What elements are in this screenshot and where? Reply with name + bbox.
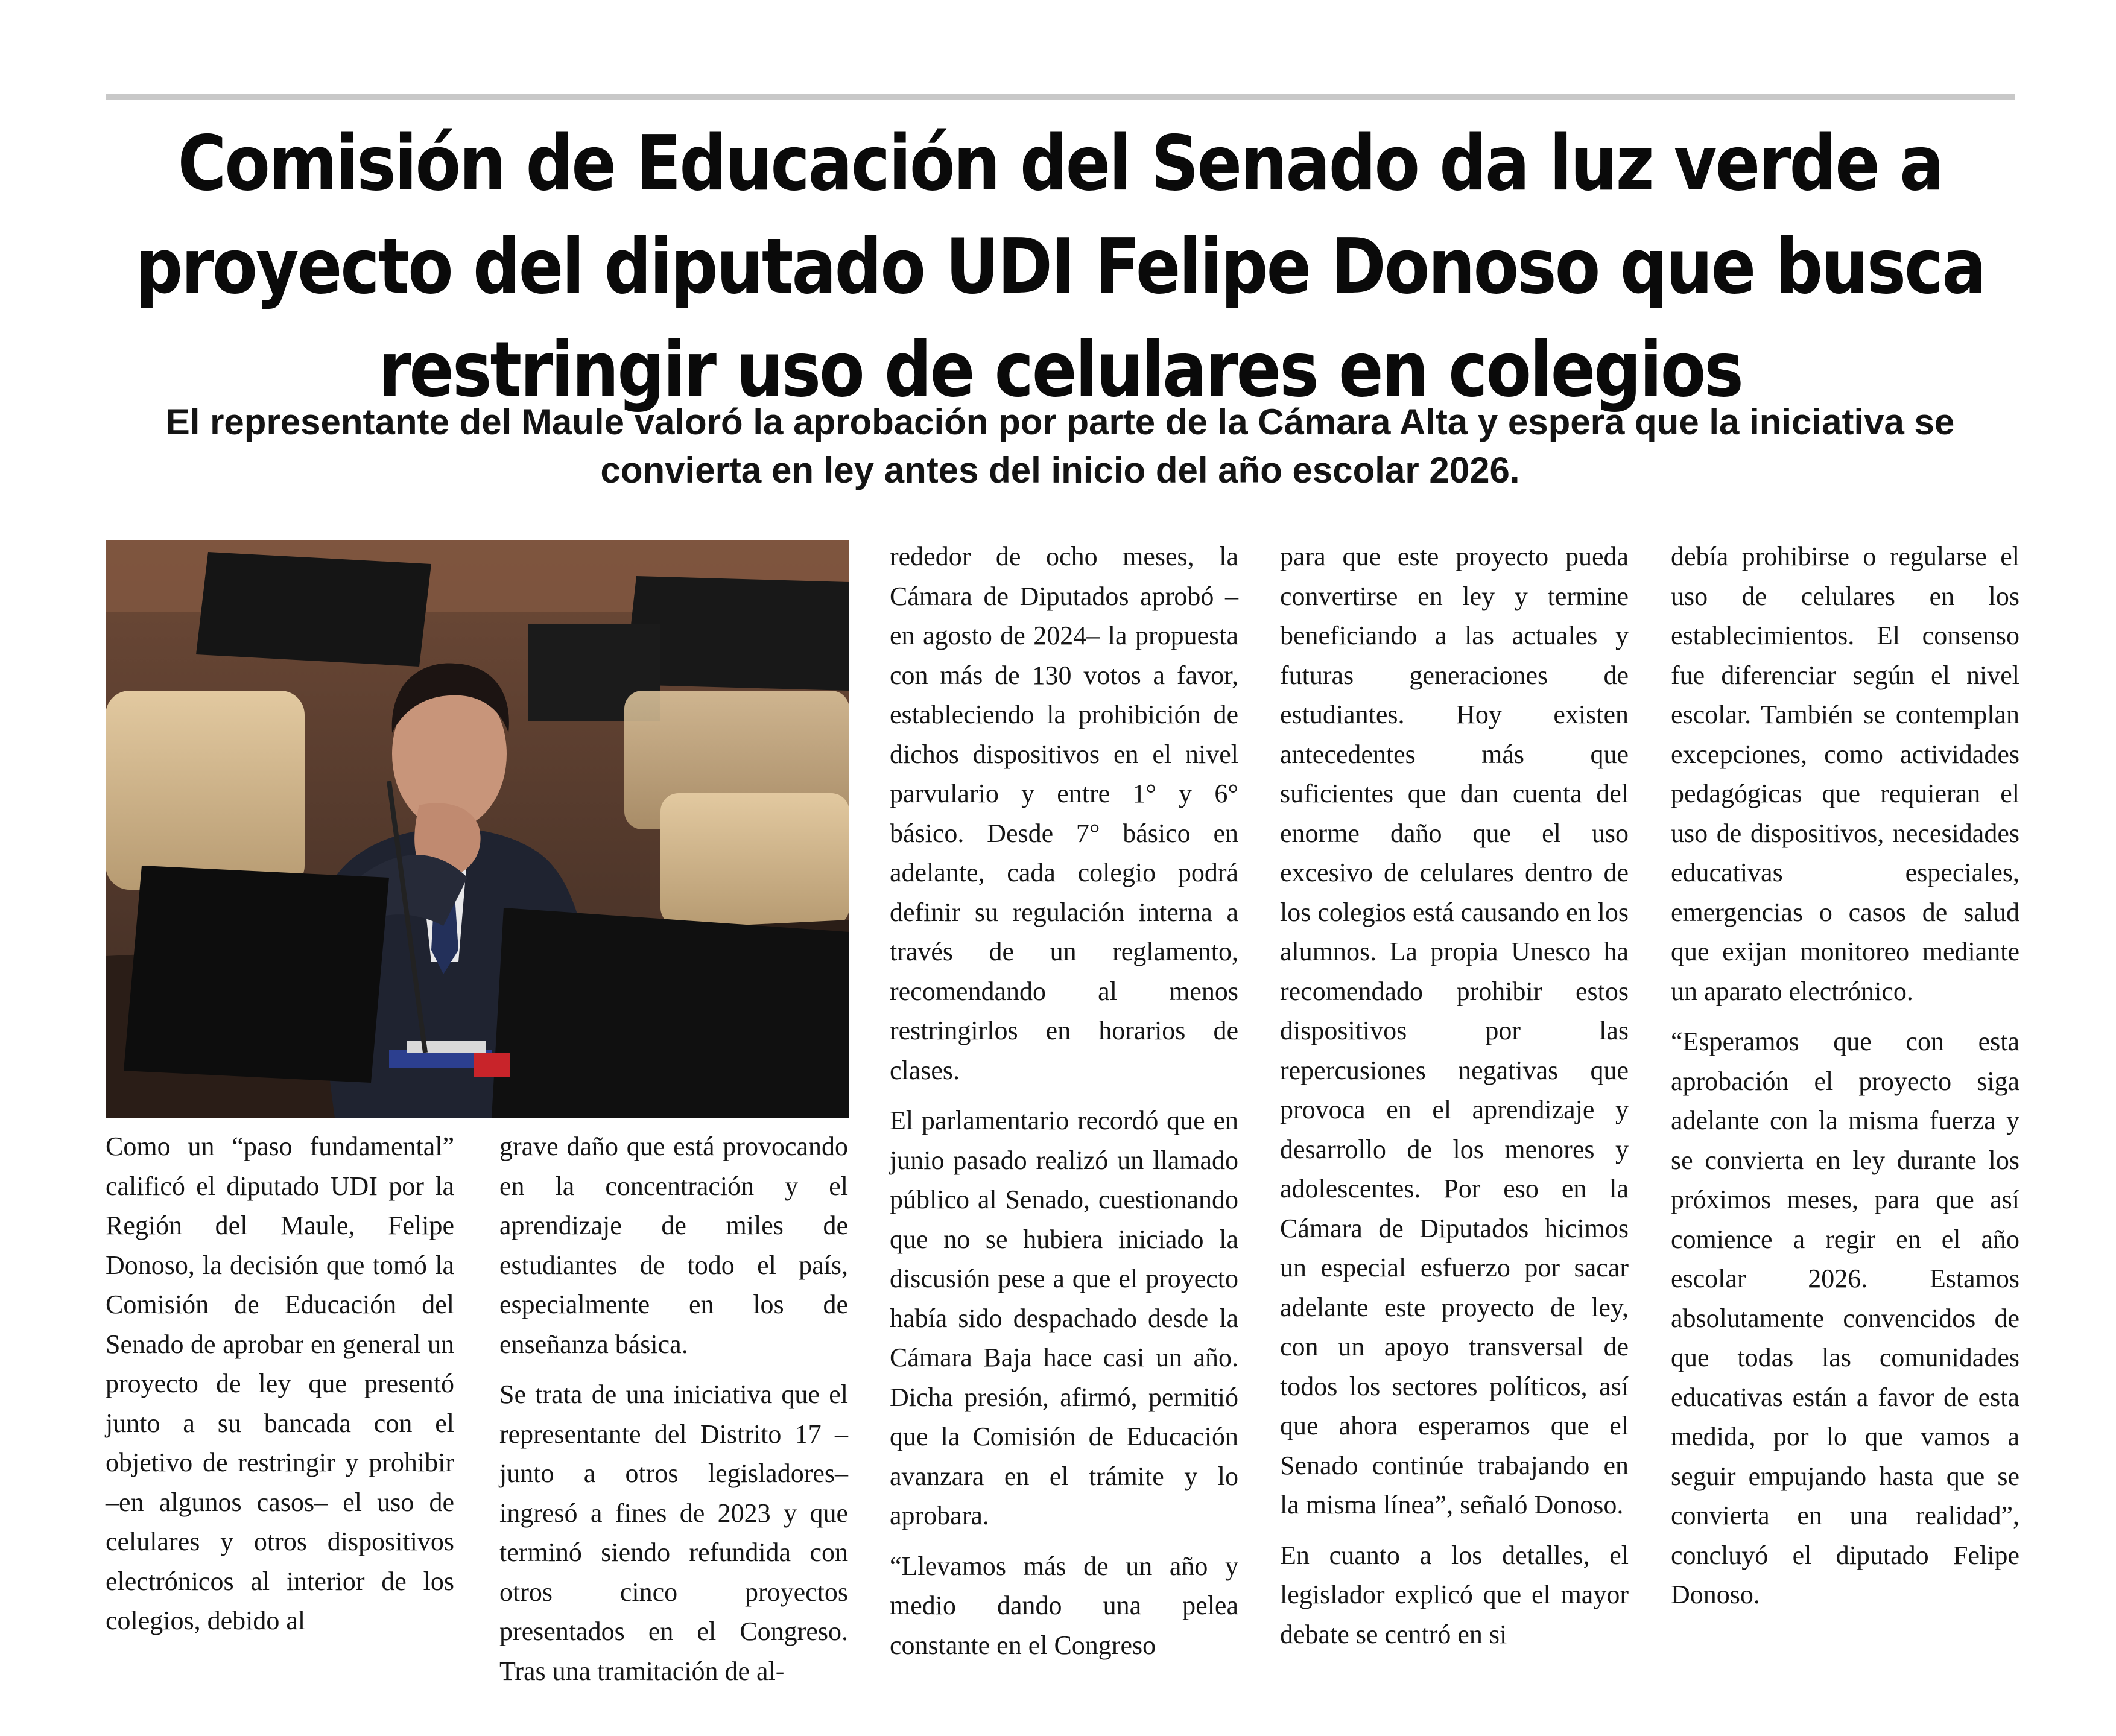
article-column-4 bbox=[1280, 537, 1629, 1665]
article-column-5 bbox=[1671, 537, 2019, 1626]
legislator-photo-illustration bbox=[106, 540, 849, 1118]
article-column-3 bbox=[890, 537, 1238, 1676]
paragraph: El parlamentario recordó que en junio pasado realizó un llamado público al Senado, cuestionando que no se hubiera iniciado la discusión pese a que el proyecto había sido despachado desde la Cámara Baja hace casi un año. Dicha presión, afirmó, permitió que la Comisión de Educación avanzara en el trámite y lo aprobara. bbox=[890, 1106, 1238, 1530]
paragraph: Como un “paso fundamental” calificó el diputado UDI por la Región del Maule, Felipe Donoso, la decisión que tomó la Comisión de Educación del Senado de aprobar en general un proyecto de ley que presentó junto a su bancada con el objetivo de restringir y prohibir –en algunos casos– el uso de celulares y otros dispositivos electrónicos al interior de los colegios, debido al bbox=[106, 1132, 454, 1635]
paragraph: para que este proyecto pueda convertirse en ley y termine beneficiando a las actuales y futuras generaciones de estudiantes. Hoy existen antecedentes más que suficientes que dan cuenta del enorme daño que el uso excesivo de celulares dentro de los colegios está causando en los alumnos. La propia Unesco ha recomendado prohibir estos dispositivos por las repercusiones negativas que provoca en el aprendizaje y desarrollo de los menores y adolescentes. Por eso en la Cámara de Diputados hicimos un especial esfuerzo por sacar adelante este proyecto de ley, con un apoyo transversal de todos los sectores políticos, así que ahora esperamos que el Senado continúe trabajando en la misma línea”, señaló Donoso. bbox=[1280, 542, 1629, 1519]
article-headline: Comisión de Educación del Senado da luz verde a proyecto del diputado UDI Felipe Donoso que busca restringir uso de celulares en colegios bbox=[135, 119, 1985, 414]
paragraph: debía prohibirse o regularse el uso de celulares en los establecimientos. El consenso fue diferenciar según el nivel escolar. También se contemplan excepciones, como actividades pedagógicas que requieran el uso de dispositivos, necesidades educativas especiales, emergencias o casos de salud que exijan monitoreo mediante un aparato electrónico. bbox=[1671, 542, 2019, 1006]
paragraph: “Llevamos más de un año y medio dando una pelea constante en el Congreso bbox=[890, 1551, 1238, 1660]
paragraph: grave daño que está provocando en la concentración y el aprendizaje de miles de estudiantes de todo el país, especialmente en los de enseñanza básica. bbox=[499, 1132, 848, 1359]
paragraph: Se trata de una iniciativa que el representante del Distrito 17 –junto a otros legisladores– ingresó a fines de 2023 y que terminó siendo refundida con otros cinco proyectos presentados en el Congreso. Tras una tramitación de al- bbox=[499, 1380, 848, 1686]
paragraph: rededor de ocho meses, la Cámara de Diputados aprobó –en agosto de 2024– la propuesta con más de 130 votos a favor, estableciendo la prohibición de dichos dispositivos en el nivel parvulario y entre 1° y 6° básico. Desde 7° básico en adelante, cada colegio podrá definir su regulación interna a través de un reglamento, recomendando al menos restringirlos en horarios de clases. bbox=[890, 542, 1238, 1085]
article-subheadline: El representante del Maule valoró la aprobación por parte de la Cámara Alta y espera que la iniciativa se convierta en ley antes del inicio del año escolar 2026. bbox=[165, 402, 1955, 490]
article-column-2 bbox=[499, 1127, 848, 1702]
paragraph: En cuanto a los detalles, el legislador explicó que el mayor debate se centró en si bbox=[1280, 1540, 1629, 1649]
article-photo bbox=[106, 540, 849, 1118]
article-column-1 bbox=[106, 1127, 454, 1652]
top-rule bbox=[106, 94, 2015, 100]
paragraph: “Esperamos que con esta aprobación el proyecto siga adelante con la misma fuerza y se convierta en ley durante los próximos meses, para que así comience a regir en el año escolar 2026. Estamos absolutamente convencidos de que todas las comunidades educativas están a favor de esta medida, por lo que vamos a seguir empujando hasta que se convierta en una realidad”, concluyó el diputado Felipe Donoso. bbox=[1671, 1027, 2019, 1609]
